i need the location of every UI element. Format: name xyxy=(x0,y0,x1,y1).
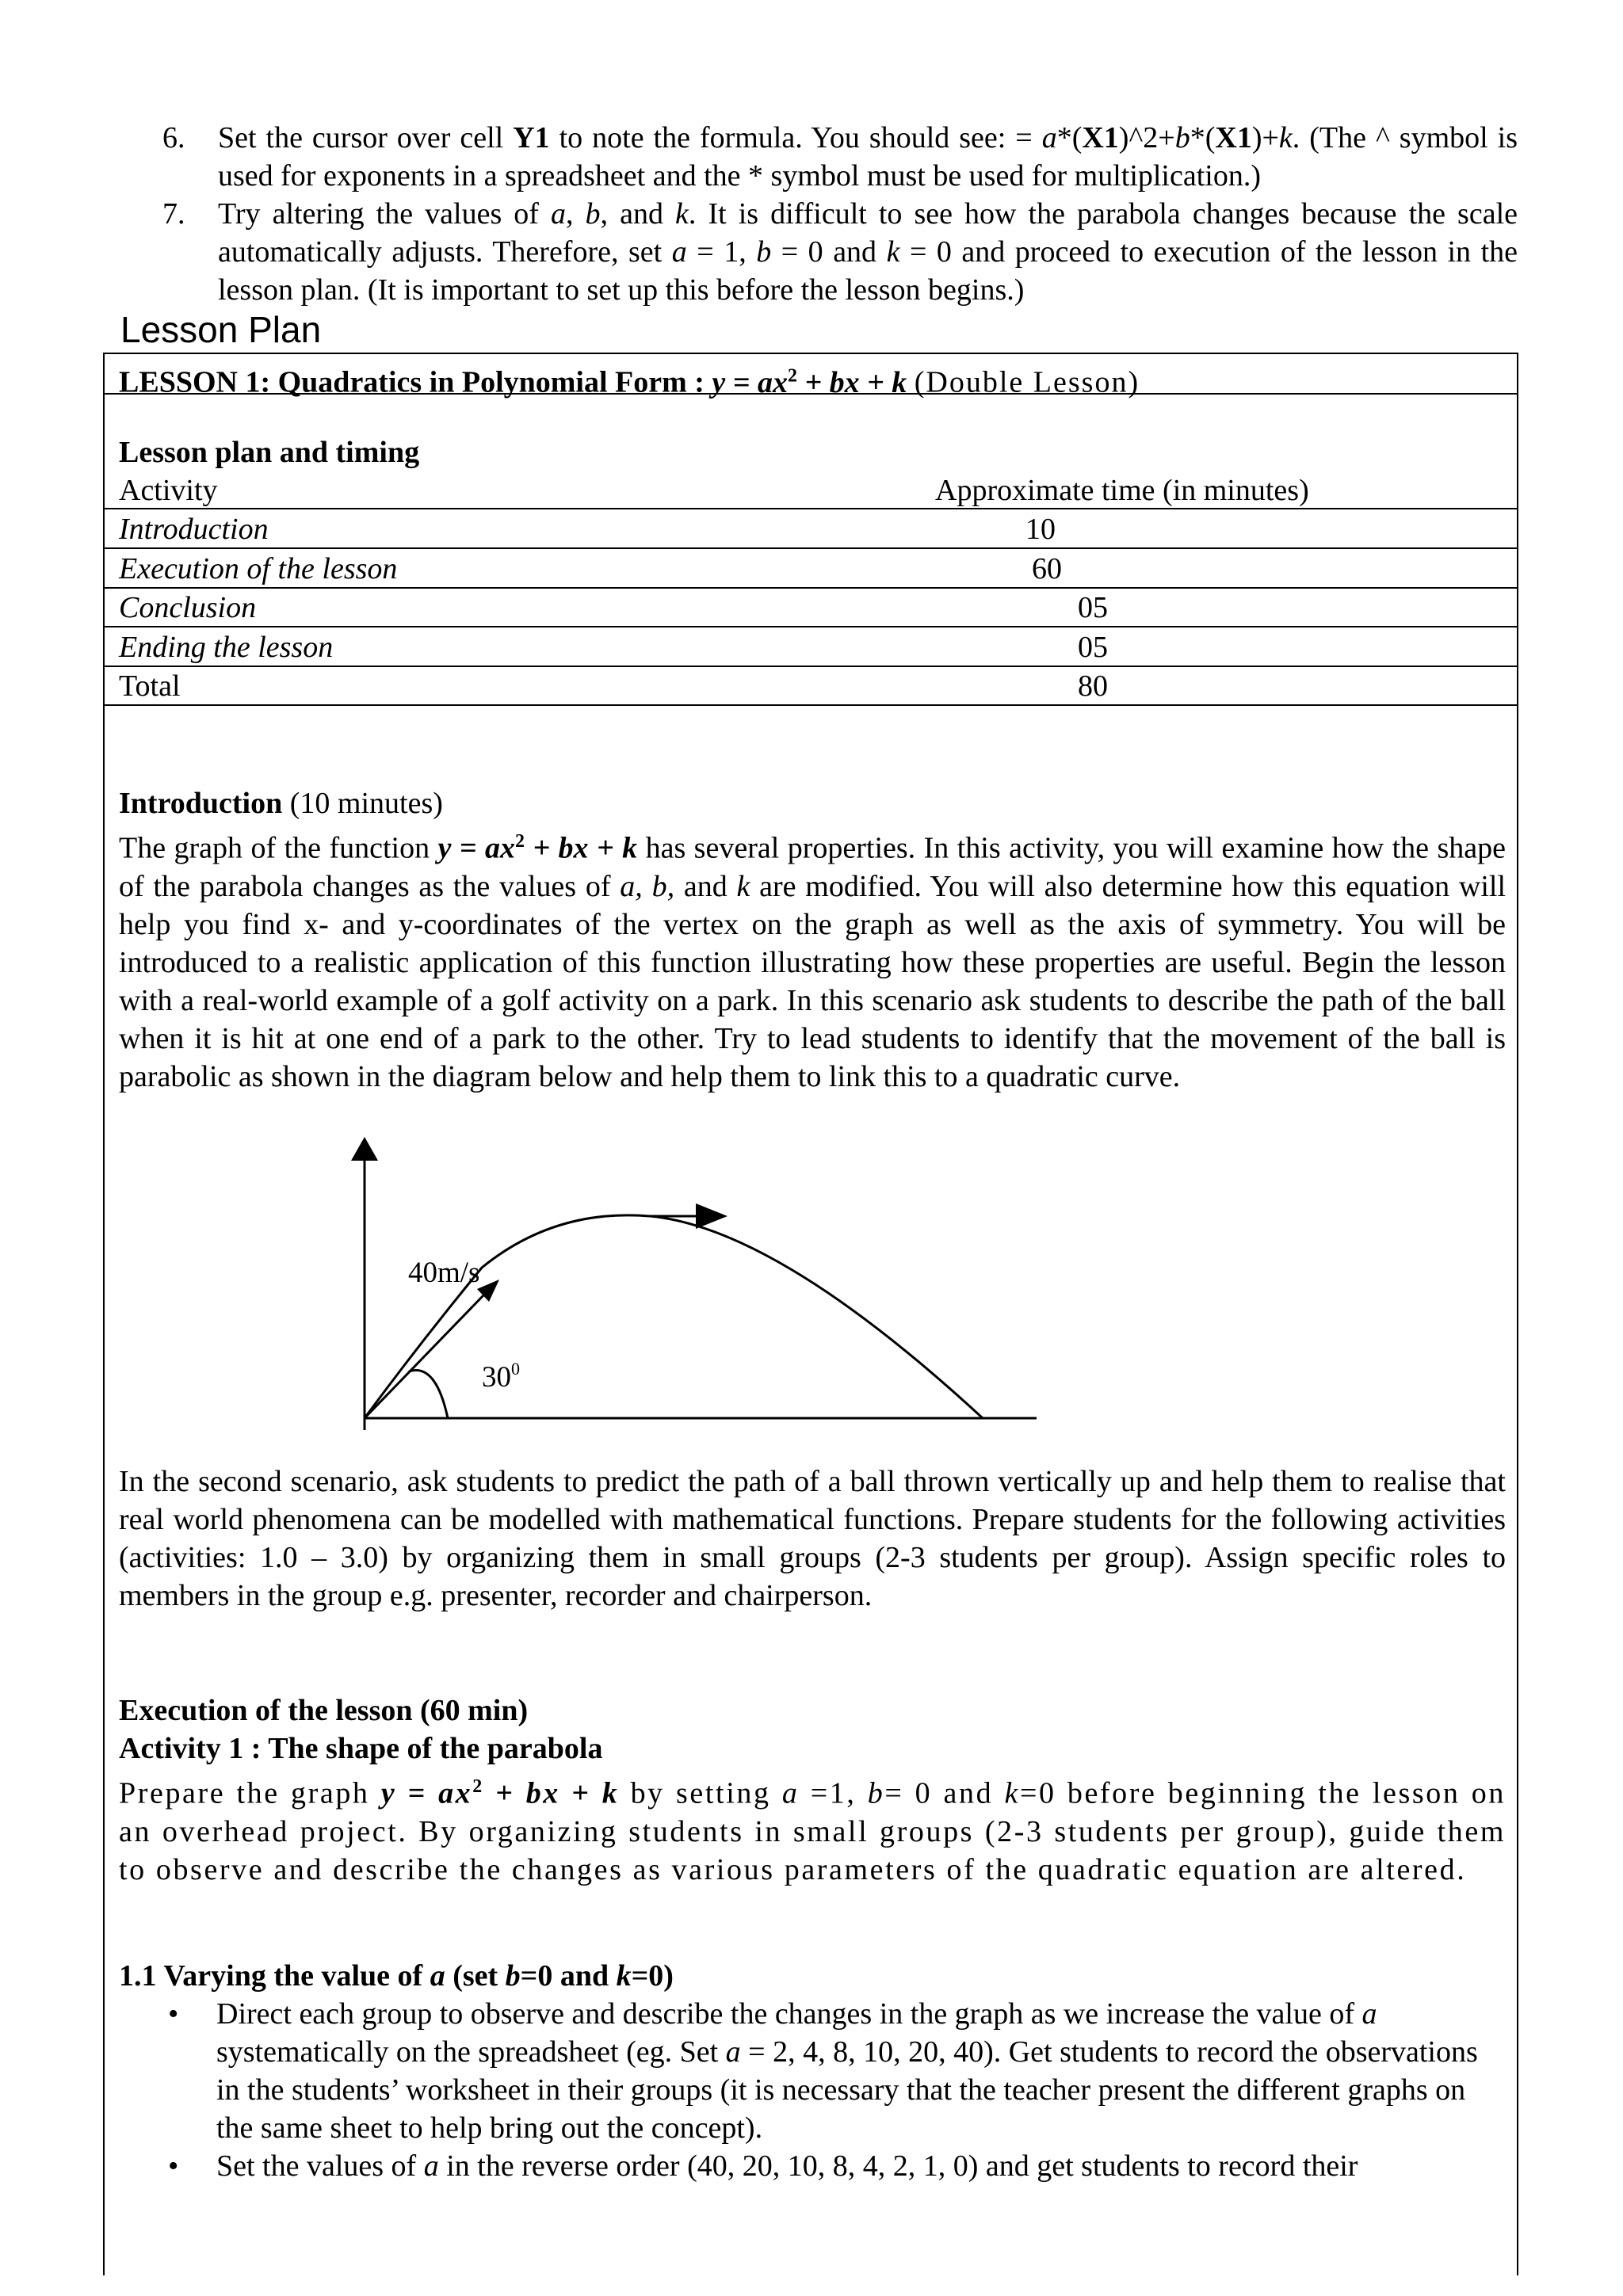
introduction-title: Introduction xyxy=(119,787,283,820)
table-rule xyxy=(103,547,1518,549)
lesson-duration-note: (Double Lesson) xyxy=(914,365,1140,399)
table-rule xyxy=(103,704,1518,706)
activity-1-text xyxy=(119,1768,1506,1889)
step-7 xyxy=(162,195,1518,309)
text-run: Y1 xyxy=(513,121,550,154)
timing-row-activity: Ending the lesson xyxy=(119,631,334,664)
timing-row-activity: Execution of the lesson xyxy=(119,552,398,585)
golf-ball-trajectory-diagram xyxy=(333,1137,1046,1430)
text-run: = 0 and xyxy=(771,235,887,269)
text-run: a xyxy=(1361,1997,1377,2031)
timing-col-activity: Activity xyxy=(119,474,218,507)
lesson-equation-prefix: y = ax xyxy=(712,365,788,399)
timing-row-time: 80 xyxy=(1078,669,1108,703)
text-run: a xyxy=(1041,121,1057,154)
text-run: a xyxy=(430,1959,445,1993)
text-run: *( xyxy=(1190,121,1216,154)
text-run: k xyxy=(675,197,689,231)
timing-heading: Lesson plan and timing xyxy=(119,436,420,469)
text-run: The graph of the function xyxy=(119,831,438,865)
text-run: Set the values of xyxy=(216,2149,424,2183)
text-run: has several properties. In this activity, you will examine how the shape of the parabola changes as the values of xyxy=(119,831,1507,903)
varying-a-bullets xyxy=(119,1995,1506,2185)
text-run: to note the formula. You should see: = xyxy=(549,121,1042,154)
text-run: a xyxy=(725,2035,741,2069)
text-run: b xyxy=(1174,121,1190,154)
text-run: X1 xyxy=(1082,121,1119,154)
step-number: 7. xyxy=(162,197,185,231)
text-run: b xyxy=(756,235,772,269)
step-number: 6. xyxy=(162,121,185,154)
text-run: , and xyxy=(600,197,676,231)
text-run: Try altering the values of xyxy=(218,197,551,231)
text-run: =0 and xyxy=(520,1959,617,1993)
y-axis-arrowhead xyxy=(351,1137,378,1161)
section-heading: Lesson Plan xyxy=(120,309,322,350)
timing-row-time: 60 xyxy=(1032,552,1062,585)
text-run: = 2, 4, 8, 10, 20, 40). Get students to record the observations in the students’ worksheet in their groups (it is necessary that the teacher present the different graphs on the same sheet to help bring out the concept). xyxy=(216,2035,1478,2145)
activity-1-heading: Activity 1 : The shape of the parabola xyxy=(119,1732,603,1765)
text-run: Direct each group to observe and describe the changes in the graph as we increase the value of xyxy=(216,1997,1362,2031)
setup-steps xyxy=(162,119,1518,309)
text-run: *( xyxy=(1056,121,1083,154)
text-run: are modified. You will also determine how this equation will help you find x- and y-coordinates of the vertex on the graph as well as the axis of symmetry. You will be introduced to a realistic application of this function illustrating how these properties are useful. Begin the lesson with a real-world example of a golf activity on a park. In this scenario ask students to describe the path of the ball when it is hit at one end of a park to the other. Try to lead students to identify that the movement of the ball is parabolic as shown in the diagram below and help them to link this to a quadratic curve. xyxy=(119,869,1506,1093)
text-run: y = ax xyxy=(380,1776,473,1810)
text-run: X1 xyxy=(1215,121,1252,154)
text-run: by setting xyxy=(619,1776,782,1810)
introduction-heading xyxy=(119,784,443,822)
text-run: =0) xyxy=(631,1959,674,1993)
velocity-vector xyxy=(365,1295,483,1418)
bullet-text xyxy=(216,1997,1478,2145)
text-run: b xyxy=(505,1959,521,1993)
introduction-text xyxy=(119,822,1506,1096)
lesson-equation-exponent: 2 xyxy=(787,365,797,386)
text-run: k xyxy=(1004,1776,1020,1810)
text-run: a xyxy=(423,2149,439,2183)
timing-row-time: 10 xyxy=(1025,513,1056,546)
text-run: a xyxy=(550,197,566,231)
text-run: and xyxy=(674,869,737,903)
lesson-equation-suffix: + bx + k xyxy=(796,365,907,399)
text-run: Prepare the graph xyxy=(119,1776,381,1810)
table-rule xyxy=(103,626,1518,627)
text-run: y = ax xyxy=(437,831,515,865)
bullet-marker: • xyxy=(168,1997,179,2031)
speed-label: 40m/s xyxy=(408,1257,480,1289)
text-run: + bx + k xyxy=(483,1776,620,1810)
bullet-item xyxy=(119,1995,1506,2147)
text-run: . It is difficult to see how the parabola changes because the scale automatically adjusts. Therefore, set xyxy=(218,197,1518,269)
execution-heading: Execution of the lesson (60 min) xyxy=(119,1694,529,1727)
text-run: (set xyxy=(445,1959,506,1993)
text-run: )^2+ xyxy=(1118,121,1175,154)
text-run: a xyxy=(671,235,687,269)
text-run: systematically on the spreadsheet (eg. Set xyxy=(216,2035,726,2069)
text-run: = 1, xyxy=(686,235,757,269)
angle-label: $30^0$ xyxy=(482,1359,520,1394)
varying-a-heading xyxy=(119,1957,674,1995)
timing-row-time: 05 xyxy=(1078,591,1108,624)
text-run: = 0 and proceed to execution of the lesson in the lesson plan. (It is important to set up this before the lesson begins.) xyxy=(218,235,1518,307)
step-text xyxy=(218,197,1518,307)
text-run: b xyxy=(585,197,601,231)
text-run: a xyxy=(781,1776,800,1810)
text-run: . (The ^ symbol is used for exponents in a spreadsheet and the * symbol must be used for multiplication.) xyxy=(218,121,1518,193)
text-run: k xyxy=(736,869,750,903)
second-scenario-text: In the second scenario, ask students to predict the path of a ball thrown vertically up and help them to realise that real world phenomena can be modelled with mathematical functions. Prepare students for the following activities (activities: 1.0 – 3.0) by organizing them in small groups (2-3 students per group). Assign specific roles to members in the group e.g. presenter, recorder and chairperson. xyxy=(119,1465,1506,1612)
step-text xyxy=(218,121,1518,193)
text-run: 2 xyxy=(515,831,525,852)
text-run: k xyxy=(1278,121,1293,154)
text-run: 2 xyxy=(472,1776,484,1797)
text-run: k xyxy=(616,1959,632,1993)
timing-row-time: 05 xyxy=(1078,631,1108,664)
text-run: )+ xyxy=(1251,121,1279,154)
text-run: b xyxy=(867,1776,885,1810)
timing-col-time: Approximate time (in minutes) xyxy=(935,474,1309,507)
text-run: a, b, xyxy=(620,869,675,903)
parabolic-path xyxy=(365,1215,983,1418)
lesson-title xyxy=(119,357,1140,402)
introduction-duration: (10 minutes) xyxy=(289,787,443,820)
timing-row-activity: Introduction xyxy=(119,513,269,546)
text-run: Set the cursor over cell xyxy=(218,121,514,154)
text-run: in the reverse order (40, 20, 10, 8, 4, 2, 1, 0) and get students to record their xyxy=(438,2149,1358,2183)
bullet-item xyxy=(119,2147,1506,2185)
horizontal-arrowhead xyxy=(696,1203,727,1229)
text-run: + bx + k xyxy=(525,831,638,865)
bullet-text xyxy=(216,2149,1358,2183)
lesson-title-text: LESSON 1: Quadratics in Polynomial Form : xyxy=(119,365,705,399)
bullet-marker: • xyxy=(168,2149,179,2183)
step-6 xyxy=(162,119,1518,195)
text-run: 1.1 Varying the value of xyxy=(119,1959,430,1993)
text-run: =1, xyxy=(799,1776,868,1810)
text-run: , xyxy=(565,197,586,231)
angle-degree: 0 xyxy=(511,1359,520,1379)
text-run: = 0 and xyxy=(884,1776,1005,1810)
text-run: k xyxy=(886,235,900,269)
angle-arc xyxy=(409,1371,448,1418)
timing-row-activity: Conclusion xyxy=(119,591,257,624)
text-run: =0 before beginning the lesson on an overhead project. By organizing students in small groups (2-3 students per group), guide them to observe and describe the changes as various parameters of the quadratic equation are altered. xyxy=(119,1776,1506,1886)
timing-row-activity: Total xyxy=(119,669,181,703)
